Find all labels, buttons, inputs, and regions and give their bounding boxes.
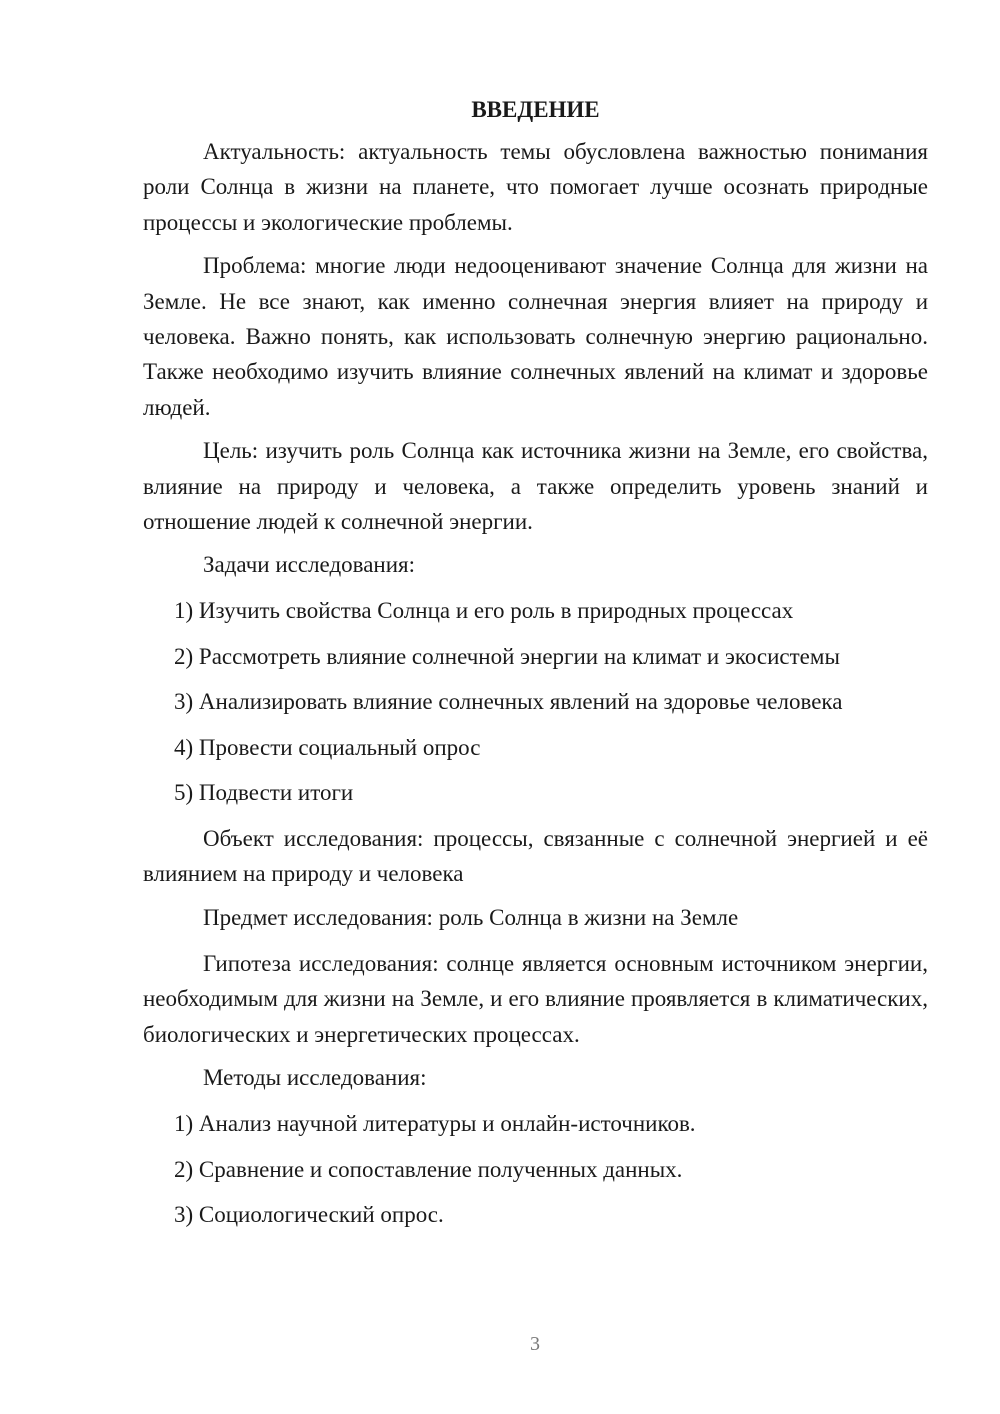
- relevance-paragraph: Актуальность: актуальность темы обусловлена важностью понимания роли Солнца в жизни на планете, что помогает лучше осознать природные процессы и экологические проблемы.: [143, 139, 928, 235]
- page-number: 3: [530, 1333, 540, 1355]
- page-content: [143, 92, 928, 1243]
- method-item: 3) Социологический опрос.: [174, 1202, 444, 1227]
- methods-list: [143, 1106, 928, 1233]
- problem-paragraph: Проблема: многие люди недооценивают значение Солнца для жизни на Земле. Не все знают, как именно солнечная энергия влияет на природу и человека. Важно понять, как использовать солнечную энергию рационально. Также необходимо изучить влияние солнечных явлений на климат и здоровье людей.: [143, 253, 928, 420]
- page-title: ВВЕДЕНИЕ: [471, 97, 600, 122]
- task-item: 3) Анализировать влияние солнечных явлений на здоровье человека: [174, 689, 843, 715]
- task-item: 5) Подвести итоги: [174, 780, 354, 806]
- hypothesis-paragraph: Гипотеза исследования: солнце является основным источником энергии, необходимым для жизни на Земле, и его влияние проявляется в климатических, биологических и энергетических процессах.: [143, 950, 928, 1047]
- method-item: 2) Сравнение и сопоставление полученных данных.: [174, 1156, 683, 1182]
- tasks-list: [143, 593, 928, 811]
- methods-heading: Методы исследования:: [203, 1065, 427, 1090]
- task-item: 1) Изучить свойства Солнца и его роль в природных процессах: [174, 598, 794, 624]
- tasks-heading: Задачи исследования:: [203, 552, 416, 578]
- task-item: 2) Рассмотреть влияние солнечной энергии на климат и экосистемы: [174, 643, 840, 669]
- task-item: 4) Провести социальный опрос: [174, 734, 481, 760]
- method-item: 1) Анализ научной литературы и онлайн-источников.: [174, 1111, 696, 1136]
- subject-paragraph: Предмет исследования: роль Солнца в жизни на Земле: [203, 904, 739, 930]
- object-paragraph: Объект исследования: процессы, связанные с солнечной энергией и её влиянием на природу и человека: [143, 825, 928, 887]
- goal-paragraph: Цель: изучить роль Солнца как источника жизни на Земле, его свойства, влияние на природу и человека, а также определить уровень знаний и отношение людей к солнечной энергии.: [143, 438, 928, 535]
